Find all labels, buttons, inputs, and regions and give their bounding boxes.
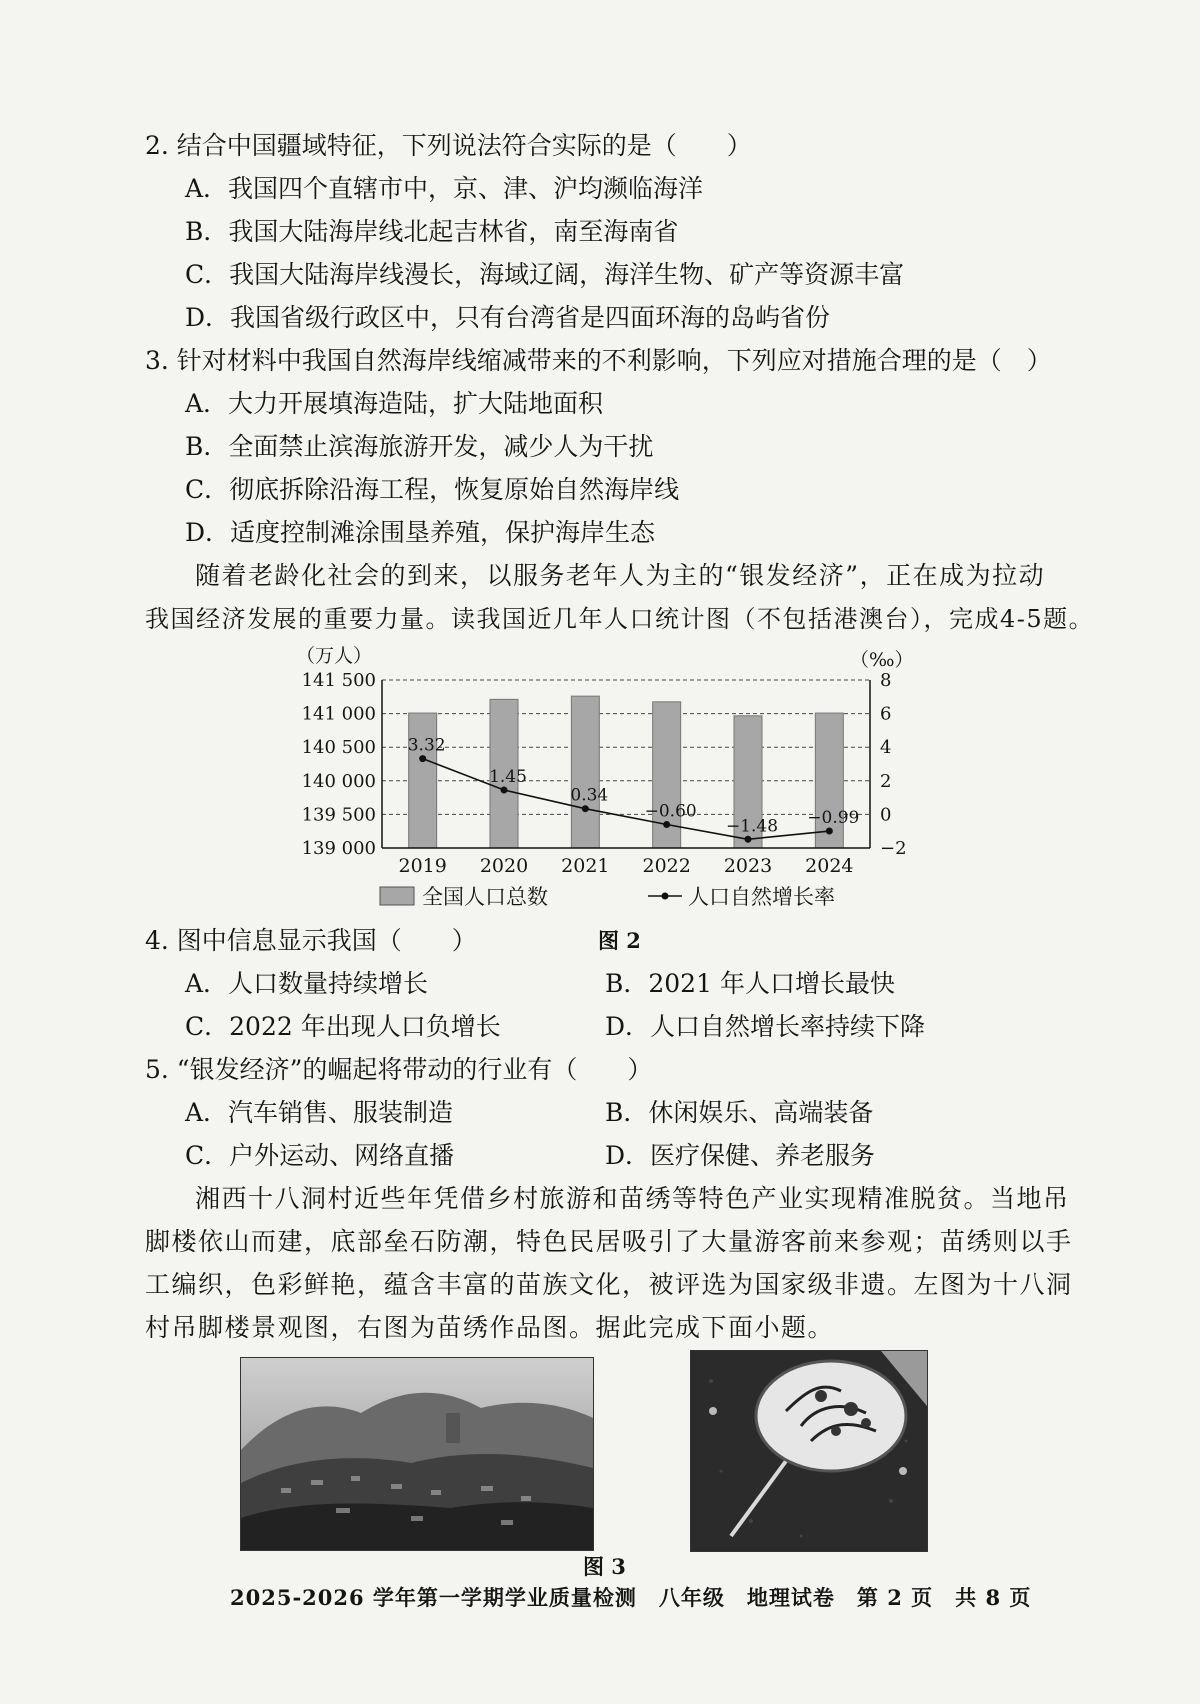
q5-option-b: B．休闲娱乐、高端装备 xyxy=(605,1098,874,1127)
page-footer: 2025-2026 学年第一学期学业质量检测 八年级 地理试卷 第 2 页 共 8 页 xyxy=(230,1585,1032,1610)
growth-rate-data-label: −0.60 xyxy=(644,801,697,822)
growth-rate-point-2022 xyxy=(663,821,670,828)
q3-option-b: B．全面禁止滨海旅游开发，减少人为干扰 xyxy=(185,432,654,461)
growth-rate-data-label: 3.32 xyxy=(407,735,446,756)
right-axis-unit: （‰） xyxy=(850,649,914,671)
x-tick-label: 2021 xyxy=(561,855,610,877)
left-axis-unit: （万人） xyxy=(296,645,373,667)
growth-rate-data-label: −1.48 xyxy=(725,816,779,837)
q2-option-b: B．我国大陆海岸线北起吉林省，南至海南省 xyxy=(185,217,679,246)
q5-option-c: C．户外运动、网络直播 xyxy=(185,1141,455,1170)
growth-rate-data-label: −0.99 xyxy=(807,808,860,829)
legend-line-label: 人口自然增长率 xyxy=(688,885,835,909)
right-tick-label: 0 xyxy=(880,804,892,826)
left-tick-label: 139 000 xyxy=(301,838,376,859)
right-tick-label: 8 xyxy=(880,670,892,691)
q2-option-d: D．我国省级行政区中，只有台湾省是四面环海的岛屿省份 xyxy=(185,303,831,332)
x-tick-label: 2019 xyxy=(398,855,447,877)
legend-line-marker xyxy=(662,893,669,900)
growth-rate-point-2023 xyxy=(745,836,752,843)
q3-stem: 3. 针对材料中我国自然海岸线缩减带来的不利影响，下列应对措施合理的是（ ） xyxy=(145,346,1052,375)
q5-option-d: D．医疗保健、养老服务 xyxy=(605,1141,876,1170)
left-tick-label: 140 500 xyxy=(301,737,376,759)
growth-rate-data-label: 0.34 xyxy=(570,785,609,806)
left-tick-label: 141 000 xyxy=(301,703,376,725)
stilt-house-landscape-photo xyxy=(240,1357,594,1551)
right-tick-label: 6 xyxy=(880,703,892,725)
right-tick-label: 2 xyxy=(880,770,892,792)
miao-embroidery-fan-photo xyxy=(690,1350,928,1552)
q5-stem: 5. “银发经济”的崛起将带动的行业有（ ） xyxy=(145,1055,653,1084)
material2-line4: 村吊脚楼景观图，右图为苗绣作品图。据此完成下面小题。 xyxy=(145,1313,835,1342)
material1-line2: 我国经济发展的重要力量。读我国近几年人口统计图（不包括港澳台），完成4-5题。 xyxy=(145,605,1095,633)
q3-option-a: A．大力开展填海造陆，扩大陆地面积 xyxy=(185,389,604,418)
q3-option-c: C．彻底拆除沿海工程，恢复原始自然海岸线 xyxy=(185,475,680,504)
left-tick-label: 139 500 xyxy=(301,804,376,826)
legend-bar-label: 全国人口总数 xyxy=(422,885,548,909)
material2-line2: 脚楼依山而建，底部垒石防潮，特色民居吸引了大量游客前来参观；苗绣则以手 xyxy=(145,1227,1073,1256)
q2-option-a: A．我国四个直辖市中，京、津、沪均濒临海洋 xyxy=(185,174,704,203)
x-tick-label: 2023 xyxy=(723,855,773,877)
right-tick-label: −2 xyxy=(880,838,907,859)
material2-line3: 工编织，色彩鲜艳，蕴含丰富的苗族文化，被评选为国家级非遗。左图为十八洞 xyxy=(145,1270,1073,1299)
growth-rate-point-2019 xyxy=(419,755,426,762)
q3-option-d: D．适度控制滩涂围垦养殖，保护海岸生态 xyxy=(185,518,656,547)
legend-bar-swatch xyxy=(380,887,414,905)
bar-population-2019 xyxy=(409,713,437,848)
x-tick-label: 2020 xyxy=(479,855,529,877)
figure2-caption: 图 2 xyxy=(598,928,641,953)
growth-rate-data-label: 1.45 xyxy=(489,767,527,788)
growth-rate-point-2021 xyxy=(582,805,589,812)
q4-option-d: D．人口自然增长率持续下降 xyxy=(605,1012,926,1041)
left-tick-label: 140 000 xyxy=(301,770,376,792)
x-tick-label: 2024 xyxy=(805,855,854,877)
growth-rate-point-2020 xyxy=(501,787,508,794)
x-tick-label: 2022 xyxy=(642,855,691,877)
growth-rate-point-2024 xyxy=(826,828,833,835)
material1-line1: 随着老龄化社会的到来，以服务老年人为主的“银发经济”，正在成为拉动 xyxy=(195,561,1046,590)
left-tick-label: 141 500 xyxy=(301,670,376,691)
material2-line1: 湘西十八洞村近些年凭借乡村旅游和苗绣等特色产业实现精准脱贫。当地吊 xyxy=(195,1184,1070,1213)
bar-population-2021 xyxy=(571,696,599,848)
q4-stem: 4. 图中信息显示我国（ ） xyxy=(145,926,477,955)
q5-option-a: A．汽车销售、服装制造 xyxy=(185,1098,454,1127)
right-tick-label: 4 xyxy=(880,737,892,759)
q2-option-c: C．我国大陆海岸线漫长，海域辽阔，海洋生物、矿产等资源丰富 xyxy=(185,260,905,289)
population-chart xyxy=(290,640,930,920)
q4-option-a: A．人口数量持续增长 xyxy=(185,969,429,998)
q2-stem: 2. 结合中国疆域特征，下列说法符合实际的是（ ） xyxy=(145,131,752,160)
figure3-caption: 图 3 xyxy=(583,1554,626,1579)
q4-option-c: C．2022 年出现人口负增长 xyxy=(185,1012,501,1041)
q4-option-b: B．2021 年人口增长最快 xyxy=(605,969,895,998)
